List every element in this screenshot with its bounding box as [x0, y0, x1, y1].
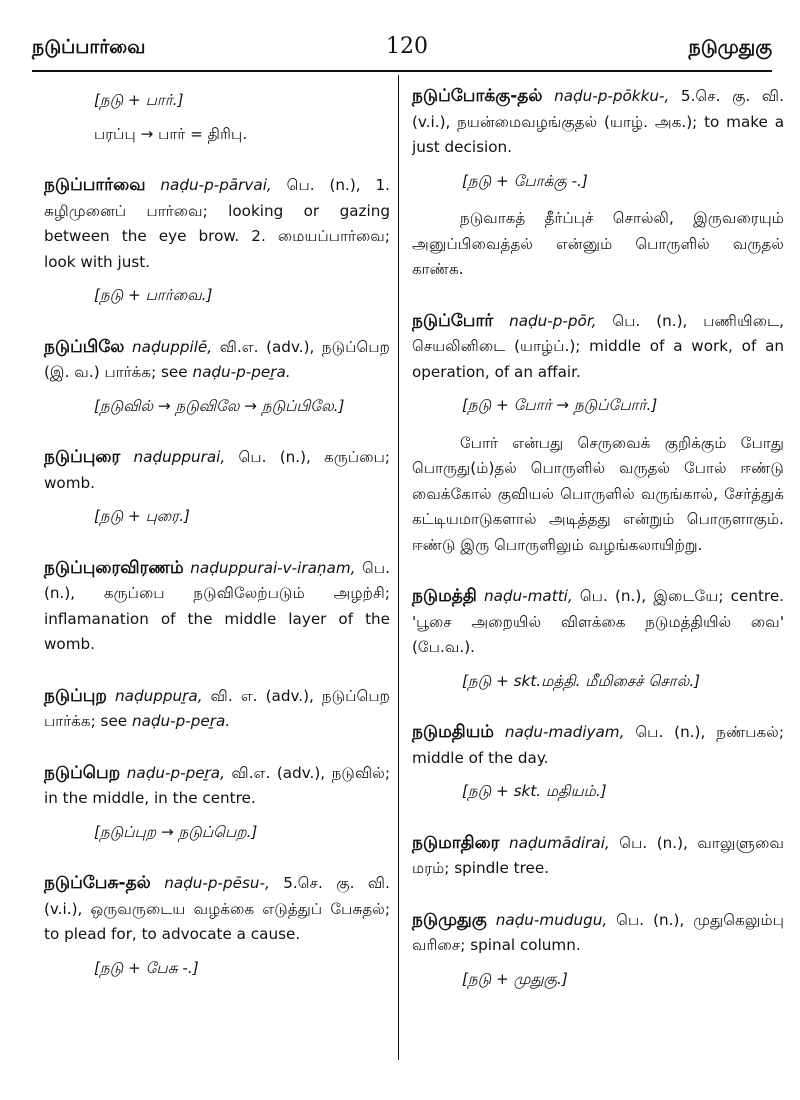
dictionary-entry — [44, 761, 390, 812]
dictionary-entry — [44, 173, 390, 275]
definition: பெ. (n.), வாலுளுவை மரம்; spindle tree. — [412, 833, 785, 877]
dictionary-entry — [44, 556, 390, 658]
definition: பெ. (n.), 1. சுழிமுனைப் பார்வை; looking or gazing between the eye brow. 2. மையப்பார்வை; look with just. — [44, 176, 390, 271]
transliteration: naḍu-p-pēsu-, — [164, 874, 270, 892]
note: பரப்பு → பார் = திரிபு. — [94, 124, 248, 143]
dictionary-entry — [412, 831, 784, 882]
headword: நடுமாதிரை — [412, 832, 500, 853]
headword: நடுப்பார்வை — [44, 175, 146, 195]
dictionary-entry — [44, 335, 390, 386]
transliteration: naḍuppilē, — [132, 337, 213, 356]
definition: பெ. (n.), முதுகெலும்பு வரிசை; spinal column. — [412, 910, 784, 954]
etymology: [நடுப்புற → நடுப்பெற.] — [94, 822, 258, 841]
left-column — [44, 84, 390, 981]
etymology: [நடு + பார்வை.] — [94, 286, 213, 304]
definition: பெ. (n.), பணியிடை, செயலினிடை (யாழ்ப்.); middle of a work, of an operation, of an affair. — [412, 311, 784, 381]
dictionary-entry — [412, 908, 784, 959]
definition: வி.எ. (adv.), நடுவில்; in the middle, in the centre. — [44, 763, 390, 807]
column-divider — [398, 75, 399, 1060]
definition: பெ. (n.), நண்பகல்; middle of the day. — [412, 723, 785, 767]
etymology: [நடுவில் → நடுவிலே → நடுப்பிலே.] — [94, 396, 345, 415]
definition: பெ. (n.), கருப்பை; womb. — [44, 448, 390, 492]
header-rule — [32, 70, 772, 72]
dictionary-entry — [44, 684, 390, 735]
etymology: [நடு + பேசு -.] — [94, 958, 199, 977]
definition: வி. எ. (adv.), நடுப்பெற பார்க்க; see — [44, 686, 390, 730]
transliteration: naḍuppurai, — [133, 448, 226, 466]
headword: நடுப்போக்கு-தல் — [412, 86, 543, 106]
cross-reference: naḍu-p-peṟa. — [192, 363, 291, 381]
etymology: [நடு + போக்கு -.] — [462, 171, 588, 190]
etymology: [நடு + பார்.] — [94, 91, 184, 109]
etymology: [நடு + போர் → நடுப்போர்.] — [462, 396, 658, 414]
dictionary-entry — [412, 584, 784, 661]
transliteration: naḍu-madiyam, — [504, 723, 625, 741]
page-header — [32, 30, 772, 70]
definition: 5.செ. கு. வி. (v.i.), நயன்மைவழங்குதல் (யாழ். அக.); to make a just decision. — [412, 87, 784, 156]
etymology: [நடு + புரை.] — [94, 507, 190, 525]
headword: நடுப்புற — [44, 685, 107, 706]
dictionary-entry — [412, 720, 784, 771]
headword: நடுப்போர் — [412, 310, 494, 331]
headword: நடுப்புரை — [44, 447, 121, 467]
etymology: [நடு + skt. மதியம்.] — [462, 782, 607, 800]
headword: நடுப்பேசு-தல் — [44, 873, 151, 893]
dictionary-entry — [44, 871, 390, 948]
definition: பெ. (n.), இடையே; centre. 'பூசை அறையில் விளக்கை நடுமத்தியில் வை' (பே.வ.). — [412, 587, 785, 656]
transliteration: naḍumādirai, — [508, 833, 610, 852]
headword: நடுமத்தி — [412, 586, 477, 606]
transliteration: naḍu-p-pōkku-, — [554, 87, 670, 105]
definition: 5.செ. கு. வி. (v.i.), ஒருவருடைய வழக்கை எடுத்துப் பேசுதல்; to plead for, to advocate a cause. — [44, 874, 390, 943]
definition: பெ. (n.), கருப்பை நடுவிலேற்படும் அழற்சி; inflamanation of the middle layer of the womb. — [44, 558, 391, 653]
etymology: [நடு + முதுகு.] — [462, 969, 568, 988]
explanation-paragraph: போர் என்பது செருவைக் குறிக்கும் போது பொருது(ம்)தல் பொருளில் வருதல் போல் ஈண்டு வைக்கோல் குவியல் பொருளில் வருங்கால், சேர்த்துக் கட்டியமாடுகளால் அடித்தது என்றும் பொருளாகும். ஈண்டு இரு பொருளிலும் வழங்கலாயிற்று. — [412, 433, 784, 554]
cross-reference: naḍu-p-peṟa. — [131, 712, 231, 730]
transliteration: naḍu-p-pārvai, — [160, 176, 272, 194]
dictionary-entry — [412, 309, 784, 386]
transliteration: naḍu-p-pōr, — [509, 311, 597, 330]
transliteration: naḍu-mudugu, — [495, 910, 608, 929]
headword: நடுமுதுகு — [412, 909, 487, 930]
header-right-guide-word: நடுமுதுகு — [688, 36, 772, 58]
transliteration: naḍuppurai-v-iraṇam, — [190, 558, 356, 577]
headword: நடுப்பெற — [44, 762, 121, 783]
headword: நடுமதியம் — [412, 722, 494, 742]
headword: நடுப்பிலே — [44, 336, 125, 357]
headword: நடுப்புரைவிரணம் — [44, 557, 184, 578]
etymology: [நடு + skt.மத்தி. மீமிசைச் சொல்.] — [462, 671, 701, 690]
dictionary-entry — [412, 84, 784, 161]
header-left-guide-word: நடுப்பார்வை — [32, 36, 146, 58]
explanation-paragraph: நடுவாகத் தீர்ப்புச் சொல்லி, இருவரையும் அனுப்பிவைத்தல் என்னும் பொருளில் வருதல் காண்க. — [412, 209, 784, 278]
transliteration: naḍuppuṟa, — [115, 686, 203, 705]
dictionary-entry — [44, 445, 390, 496]
definition: வி.எ. (adv.), நடுப்பெற (இ. வ.) பார்க்க; see — [44, 337, 390, 381]
right-column — [412, 84, 784, 992]
transliteration: naḍu-p-peṟa, — [126, 763, 225, 782]
page-number: 120 — [386, 34, 428, 59]
transliteration: naḍu-matti, — [483, 587, 573, 605]
